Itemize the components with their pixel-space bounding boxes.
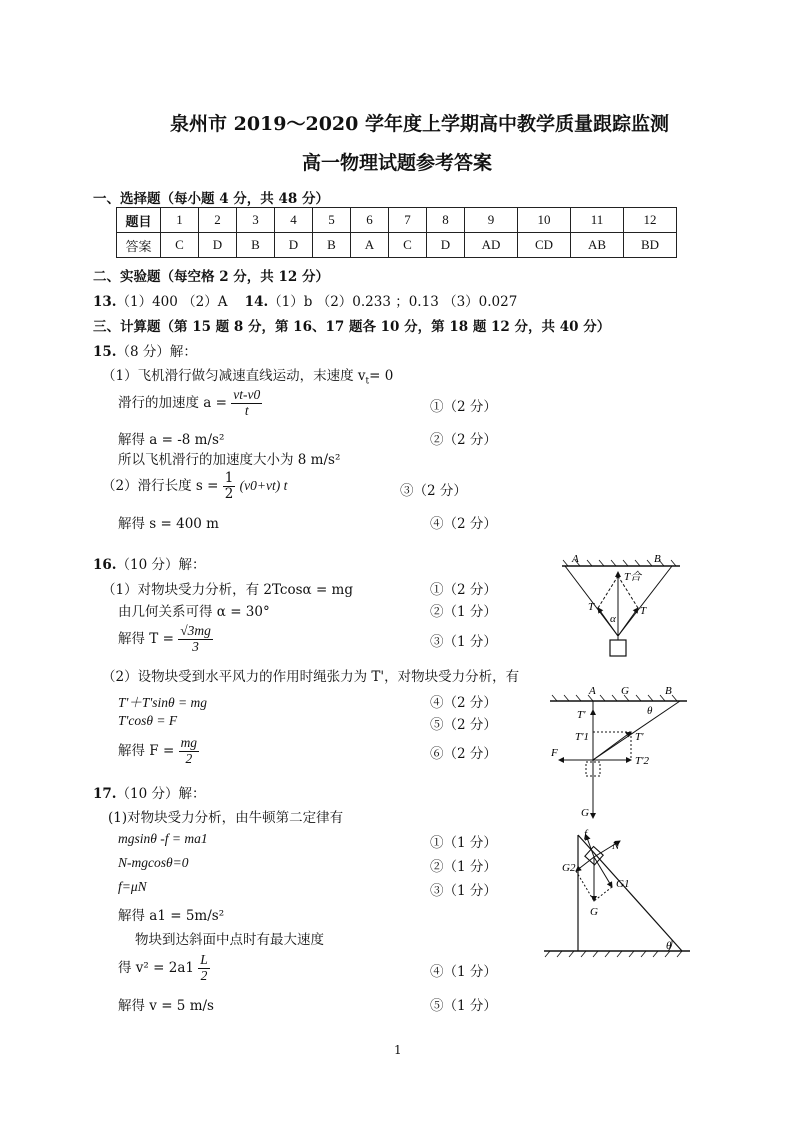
table-row <box>117 233 677 258</box>
solution-line: 物块到达斜面中点时有最大速度 <box>135 932 324 948</box>
score-mark: ③（1 分） <box>430 883 497 899</box>
solution-line: 解得 a1 = 5m/s² <box>118 908 225 924</box>
ceiling-hatch <box>552 695 677 701</box>
score-mark: ③（2 分） <box>400 483 467 499</box>
fraction: $\frac{√3mg}{3}$ <box>180 623 211 654</box>
label-theta: θ <box>647 705 653 717</box>
solution-line: （1）飞机滑行做匀减速直线运动，末速度 $v_t= 0$ <box>102 368 394 387</box>
question-points: （10 分）解： <box>116 557 206 573</box>
answer-cell: AB <box>571 233 624 258</box>
label-T-prime-1: T'1 <box>575 731 589 743</box>
answer-cell: CD <box>518 233 571 258</box>
question-number: 6 <box>351 208 389 233</box>
answer-cell: D <box>427 233 465 258</box>
label-F: F <box>551 747 558 759</box>
question-17-header <box>93 782 205 802</box>
answer-cell: B <box>313 233 351 258</box>
fraction: $\frac{L}{2}$ <box>200 952 208 983</box>
question-number: 11 <box>571 208 624 233</box>
solution-line: (1)对物块受力分析，由牛顿第二定律有 <box>108 810 344 826</box>
solution-line: 解得 v = 5 m/s <box>118 998 214 1014</box>
section-heading-experiment: 二、实验题（每空格 2 分，共 12 分） <box>93 269 329 285</box>
solution-line: T'cosθ = F <box>118 713 178 728</box>
question-number: 10 <box>518 208 571 233</box>
figure-q16-part1 <box>540 548 700 663</box>
answer-cell: D <box>199 233 237 258</box>
question-number: 4 <box>275 208 313 233</box>
question-points: （8 分）解： <box>116 344 197 360</box>
label-T-prime-up: T' <box>577 709 586 721</box>
score-mark: ③（1 分） <box>430 634 497 650</box>
label-T-right: T <box>640 605 647 617</box>
answer-cell: BD <box>624 233 677 258</box>
solution-line: 所以飞机滑行的加速度大小为 8 m/s² <box>118 452 341 468</box>
question-number: 3 <box>237 208 275 233</box>
figure-q16-part2 <box>545 682 705 822</box>
label-A: A <box>572 553 579 565</box>
label-G1: G1 <box>616 878 630 890</box>
label-alpha: α <box>610 613 616 625</box>
score-mark: ①（2 分） <box>430 399 497 415</box>
score-mark: ⑤（2 分） <box>430 717 497 733</box>
question-number: 12 <box>624 208 677 233</box>
solution-line: f=μN <box>118 879 147 894</box>
label-G2: G2 <box>562 862 576 874</box>
question-15-header <box>93 340 197 360</box>
page-title: 泉州市 2019～2020 学年度上学期高中教学质量跟踪监测 <box>170 113 669 135</box>
section-heading-choice: 一、选择题（每小题 4 分，共 48 分） <box>93 191 329 207</box>
question-16-header <box>93 553 205 573</box>
question-label: 13. <box>93 294 117 310</box>
label-N: N <box>612 840 620 852</box>
label-T-prime: T' <box>635 731 644 743</box>
page-number: 1 <box>394 1043 402 1057</box>
table-header-cell: 答案 <box>117 233 161 258</box>
solution-line: （1）对物块受力分析，有 2Tcosα = mg <box>102 582 353 598</box>
label-T-left: T <box>588 601 595 613</box>
label-T-resultant: T合 <box>624 571 642 583</box>
score-mark: ②（1 分） <box>430 859 497 875</box>
table-header-cell: 题目 <box>117 208 161 233</box>
score-mark: ④（2 分） <box>430 516 497 532</box>
label-G: G <box>590 906 598 918</box>
question-label: 17. <box>93 786 117 802</box>
answer-cell: C <box>389 233 427 258</box>
label-G-top: G <box>621 685 629 697</box>
question-number: 2 <box>199 208 237 233</box>
answer-table <box>116 207 677 258</box>
question-label: 15. <box>93 344 117 360</box>
label-B: B <box>665 685 672 697</box>
solution-line: 解得 T = $\frac{√3mg}{3}$ <box>118 623 211 654</box>
question-label: 14. <box>244 294 269 310</box>
solution-line: 滑行的加速度 a = $\frac{vt-v0}{t}$ <box>118 387 261 418</box>
label-f: f <box>584 828 588 840</box>
fraction: $\frac{1}{2}$ <box>224 470 234 502</box>
page-subtitle: 高一物理试题参考答案 <box>302 152 493 174</box>
answer-cell: D <box>275 233 313 258</box>
question-number: 5 <box>313 208 351 233</box>
question-label: 16. <box>93 557 117 573</box>
block <box>610 640 626 656</box>
answer-cell: C <box>161 233 199 258</box>
question-number: 7 <box>389 208 427 233</box>
answer-cell: B <box>237 233 275 258</box>
score-mark: ④（1 分） <box>430 964 497 980</box>
answer-cell: A <box>351 233 389 258</box>
solution-line: （2）设物块受到水平风力的作用时绳张力为 T'，对物块受力分析，有 <box>102 669 520 685</box>
score-mark: ④（2 分） <box>430 695 497 711</box>
score-mark: ⑤（1 分） <box>430 998 497 1014</box>
solution-line: 解得 a = -8 m/s² <box>118 432 225 448</box>
label-B: B <box>654 553 661 565</box>
fraction: $\frac{mg}{2}$ <box>180 735 198 766</box>
answer-cell: AD <box>465 233 518 258</box>
question-points: （10 分）解： <box>116 786 206 802</box>
score-mark: ⑥（2 分） <box>430 746 497 762</box>
figure-q17 <box>540 825 700 965</box>
solution-line: mgsinθ -f = ma1 <box>118 831 208 846</box>
score-mark: ②（1 分） <box>430 604 497 620</box>
ground-hatch <box>545 951 682 957</box>
fraction: $\frac{vt-v0}{t}$ <box>233 387 261 418</box>
table-row <box>117 208 677 233</box>
label-theta: θ <box>666 940 672 952</box>
section-heading-calculation: 三、计算题（第 15 题 8 分，第 16、17 题各 10 分，第 18 题 12 分，共 40 分） <box>93 319 611 335</box>
solution-line: T'＋T'sinθ = mg <box>118 695 208 710</box>
score-mark: ①（1 分） <box>430 835 497 851</box>
solution-line: 解得 F = $\frac{mg}{2}$ <box>118 735 198 766</box>
label-G-bottom: G <box>581 807 589 819</box>
answer-text: （1）b （2）0.233 ；0.13 （3）0.027 <box>268 294 518 310</box>
solution-line: 得 v² = 2a1 $\frac{L}{2}$ <box>118 952 208 983</box>
score-mark: ①（2 分） <box>430 582 497 598</box>
solution-line: （2）滑行长度 s = $\frac{1}{2}$ (v0+vt) t <box>102 470 288 502</box>
solution-line: 解得 s = 400 m <box>118 516 219 532</box>
question-number: 1 <box>161 208 199 233</box>
score-mark: ②（2 分） <box>430 432 497 448</box>
label-A: A <box>589 685 596 697</box>
question-number: 9 <box>465 208 518 233</box>
answer-text: （1）400 （2）A <box>116 294 228 310</box>
solution-line: N-mgcosθ=0 <box>118 855 189 870</box>
solution-line: 由几何关系可得 α = 30° <box>118 604 270 620</box>
answer-line-13-14 <box>93 290 517 310</box>
label-T-prime-2: T'2 <box>635 755 649 767</box>
question-number: 8 <box>427 208 465 233</box>
